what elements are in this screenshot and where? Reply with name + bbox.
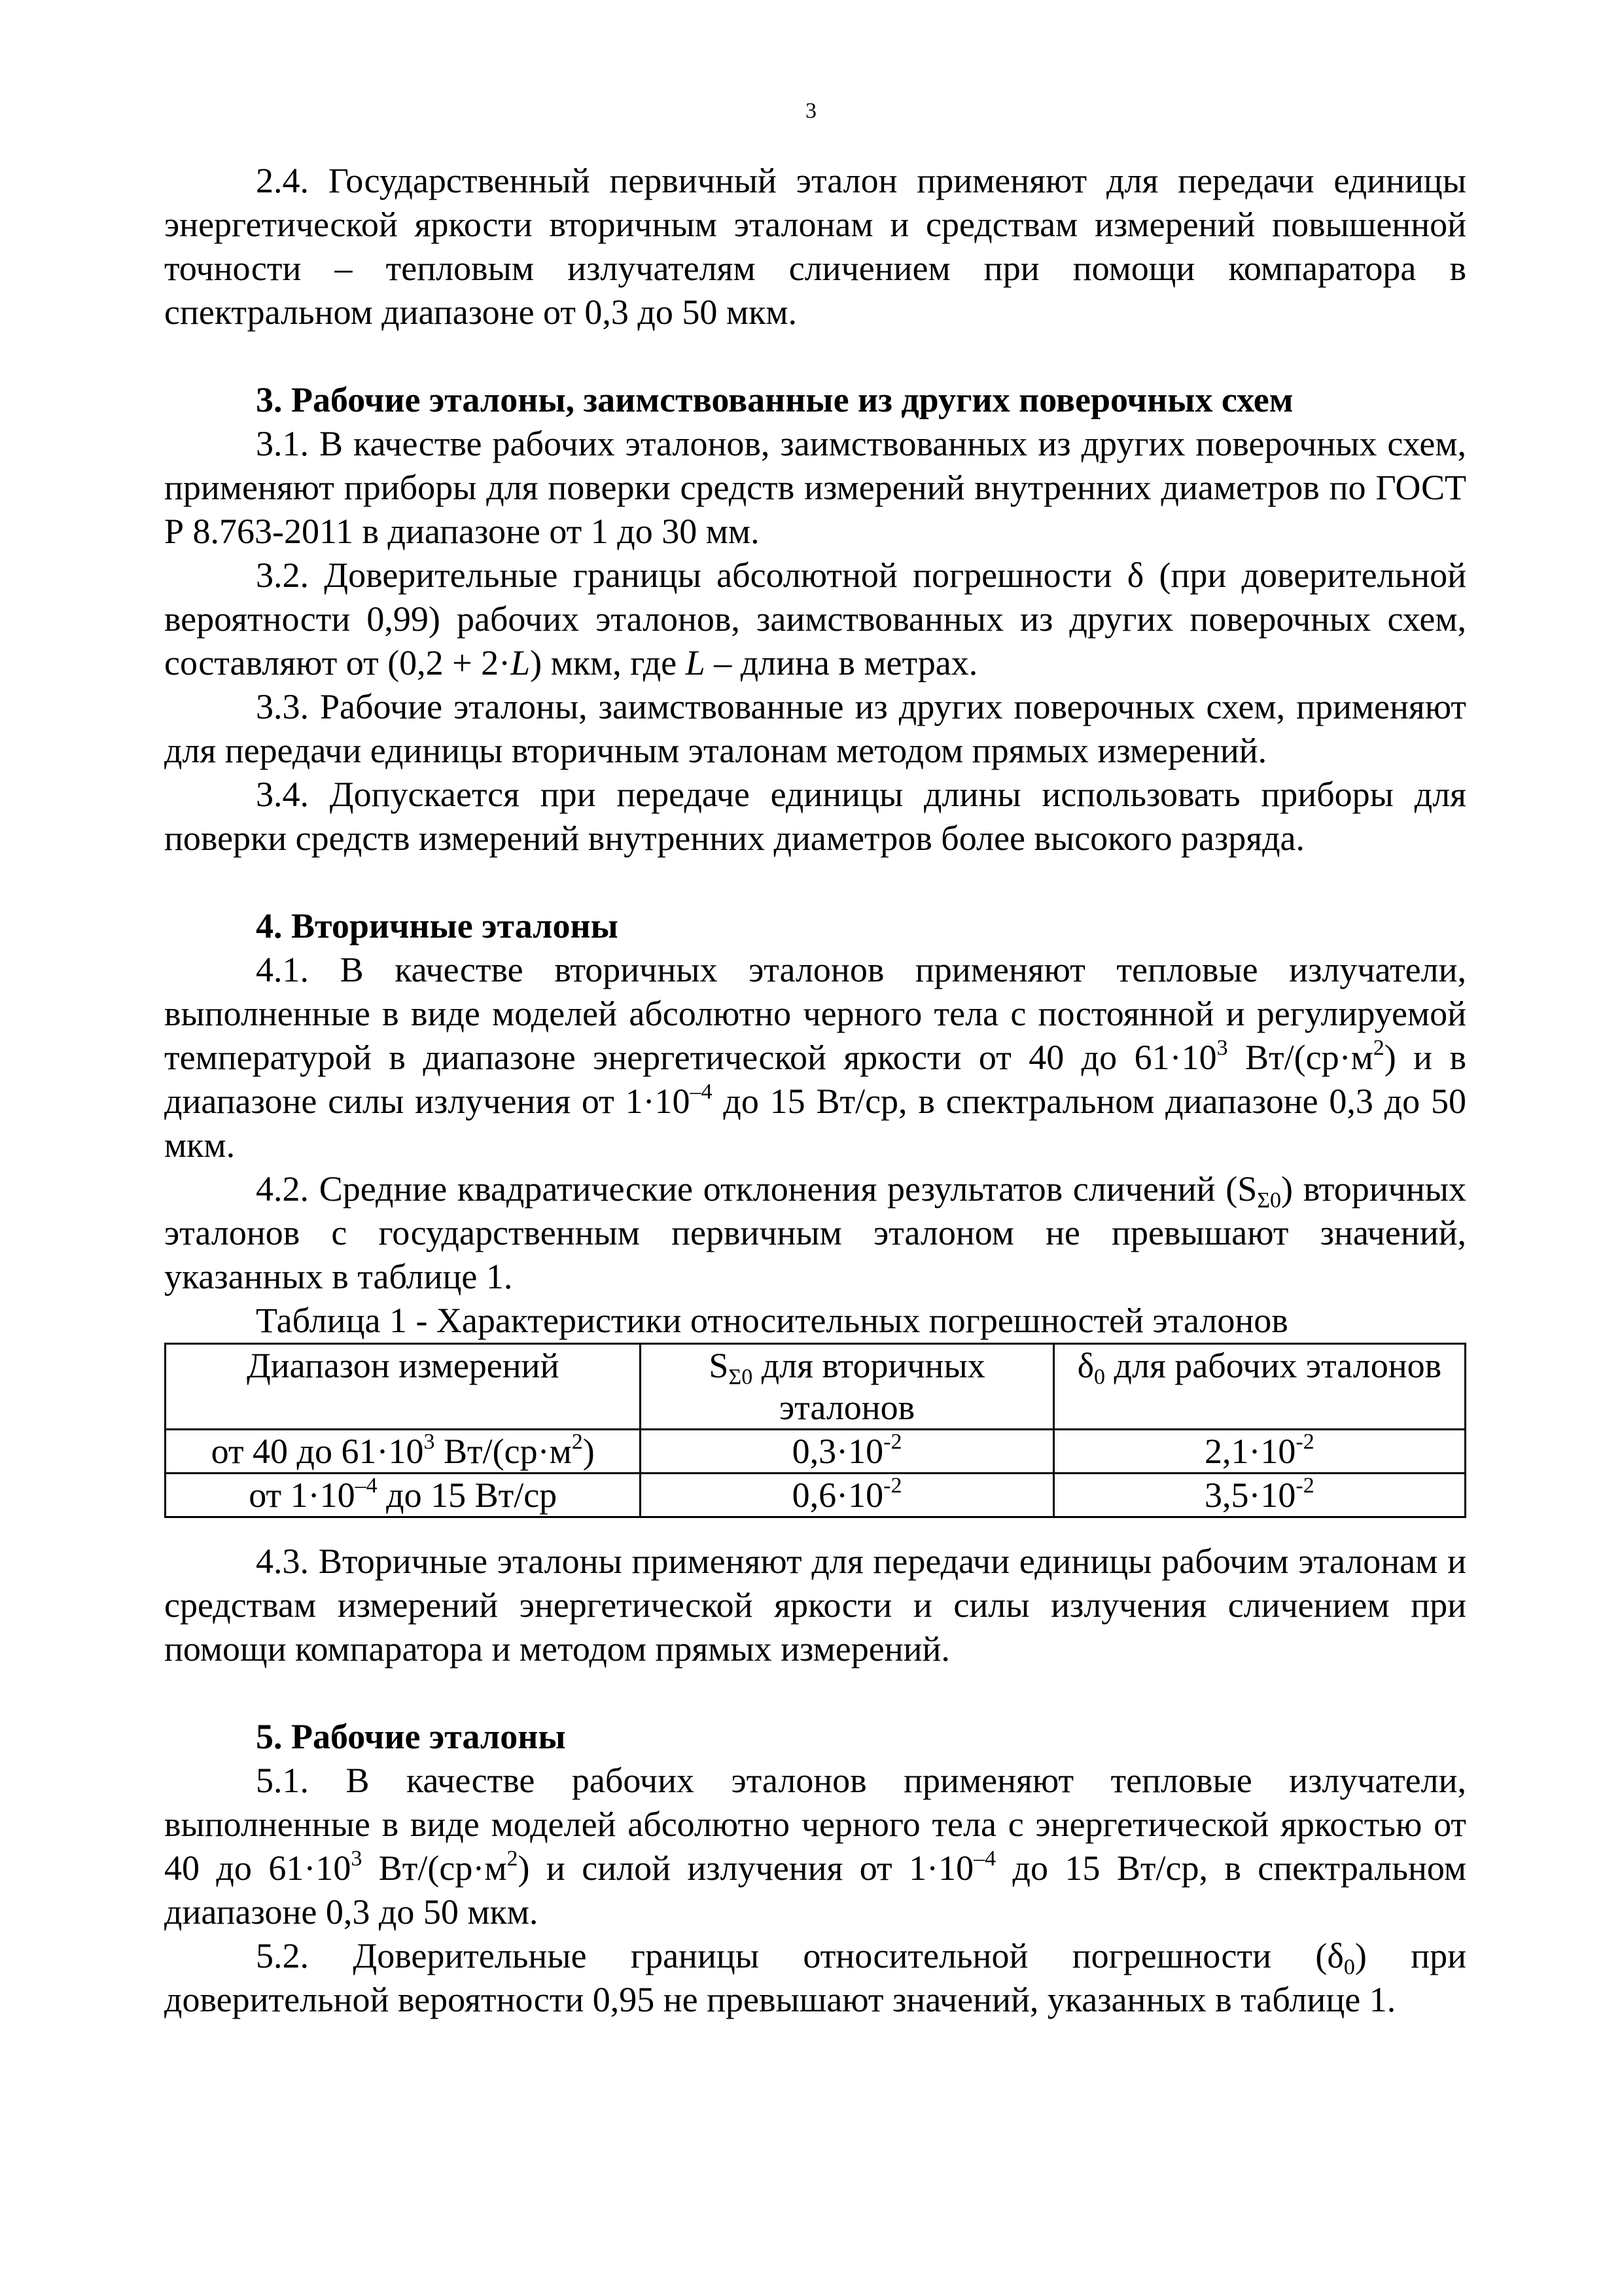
table-header-s-sigma: $S_{\Sigma 0}$ для вторичных эталонов bbox=[641, 1344, 1053, 1430]
paragraph-4-1: 4.1. В качестве вторичных эталонов применяют тепловые излучатели, выполненные в виде моделей абсолютно черного тела с постоянной и регулируемой температурой в диапазоне энергетической яркости от 40 до $61\cdot 10^3$ $Вт/(ср\cdot м^2)$ и в диапазоне силы излучения от $1\cdot 10^{-4}$ до 15 Вт/ср, в спектральном диапазоне 0,3 до 50 мкм. bbox=[164, 950, 1466, 1165]
table-cell-range: от 40 до $61\cdot 10^3$ $Вт/(ср\cdot м^2)$ bbox=[166, 1430, 641, 1474]
paragraph-3-3: 3.3. Рабочие эталоны, заимствованные из других поверочных схем, применяют для передачи единицы вторичным эталонам методом прямых измерений. bbox=[164, 687, 1466, 770]
paragraph-3-1: 3.1. В качестве рабочих эталонов, заимствованных из других поверочных схем, применяют приборы для поверки средств измерений внутренних диаметров по ГОСТ Р 8.763-2011 в диапазоне от 1 до 30 мм. bbox=[164, 424, 1466, 551]
paragraph-5-2: 5.2. Доверительные границы относительной погрешности $(\delta_0)$ при доверительной вероятности 0,95 не превышают значений, указанных в таблице 1. bbox=[164, 1936, 1466, 2019]
table-cell-range: от $1\cdot 10^{-4}$ до 15 Вт/ср bbox=[166, 1474, 641, 1517]
table-row bbox=[166, 1430, 1466, 1474]
spacer bbox=[164, 860, 1466, 904]
paragraph-2-4: 2.4. Государственный первичный эталон применяют для передачи единицы энергетической яркости вторичным эталонам и средствам измерений повышенной точности – тепловым излучателям сличением при помощи компаратора в спектральном диапазоне от 0,3 до 50 мкм. bbox=[164, 161, 1466, 332]
spacer bbox=[164, 334, 1466, 378]
paragraph-3-4: 3.4. Допускается при передаче единицы длины использовать приборы для поверки средств измерений внутренних диаметров более высокого разряда. bbox=[164, 775, 1466, 858]
table-cell-s-sigma: $0,3\cdot 10^{-2}$ bbox=[641, 1430, 1053, 1474]
table-cell-delta: $2,1\cdot 10^{-2}$ bbox=[1053, 1430, 1465, 1474]
table-header-row bbox=[166, 1344, 1466, 1430]
paragraph-4-2: 4.2. Средние квадратические отклонения результатов сличений $(S_{\Sigma 0})$ вторичных эталонов с государственным первичным эталоном не превышают значений, указанных в таблице 1. bbox=[164, 1169, 1466, 1296]
document-body bbox=[164, 159, 1466, 2022]
section-4-heading: 4. Вторичные эталоны bbox=[256, 906, 618, 945]
table-row bbox=[166, 1474, 1466, 1517]
paragraph-5-1: 5.1. В качестве рабочих эталонов применяют тепловые излучатели, выполненные в виде моделей абсолютно черного тела с энергетической яркостью от 40 до $61\cdot 10^3$ $Вт/(ср\cdot м^2)$ и силой излучения от $1\cdot 10^{-4}$ до 15 Вт/ср, в спектральном диапазоне 0,3 до 50 мкм. bbox=[164, 1761, 1466, 1932]
table-cell-delta: $3,5\cdot 10^{-2}$ bbox=[1053, 1474, 1465, 1517]
spacer bbox=[164, 1671, 1466, 1715]
paragraph-4-3: 4.3. Вторичные эталоны применяют для передачи единицы рабочим эталонам и средствам измерений энергетической яркости и силы излучения сличением при помощи компаратора и методом прямых измерений. bbox=[164, 1542, 1466, 1669]
table-cell-s-sigma: $0,6\cdot 10^{-2}$ bbox=[641, 1474, 1053, 1517]
page-number: 3 bbox=[805, 99, 817, 123]
table-header-delta: $\delta_0$ для рабочих эталонов bbox=[1053, 1344, 1465, 1430]
characteristics-table bbox=[164, 1343, 1466, 1518]
table-header-range: Диапазон измерений bbox=[166, 1344, 641, 1430]
paragraph-3-2: 3.2. Доверительные границы абсолютной погрешности δ (при доверительной вероятности 0,99) рабочих эталонов, заимствованных из других поверочных схем, составляют от (0,2 + 2·L) мкм, где L – длина в метрах. bbox=[164, 556, 1466, 682]
section-5-heading: 5. Рабочие эталоны bbox=[256, 1717, 566, 1756]
table-caption: Таблица 1 - Характеристики относительных погрешностей эталонов bbox=[256, 1301, 1288, 1340]
section-3-heading: 3. Рабочие эталоны, заимствованные из других поверочных схем bbox=[256, 380, 1294, 419]
